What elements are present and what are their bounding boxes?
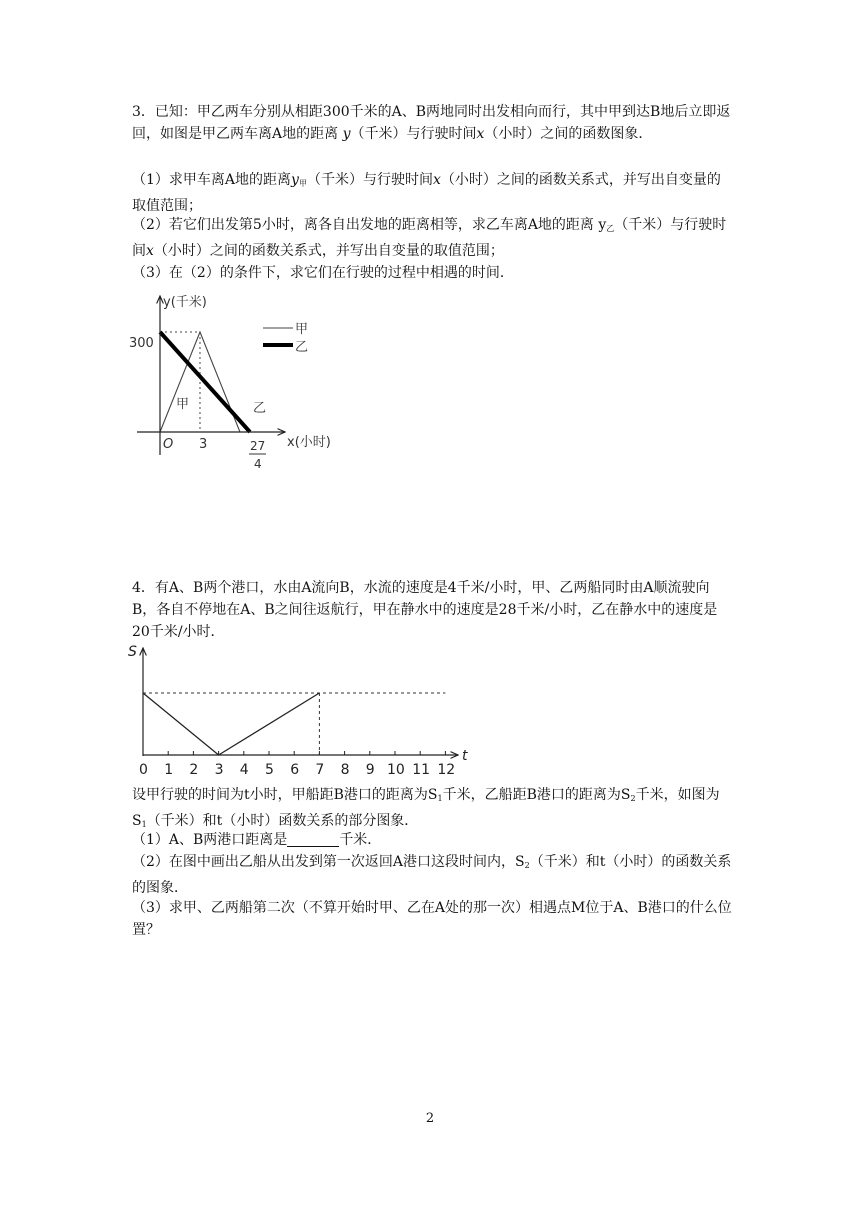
q4-part3: （3）求甲、乙两船第二次（不算开始时甲、乙在A处的那一次）相遇点M位于A、B港口的什么位置？ (132, 900, 732, 938)
q3-number: 3． (132, 104, 155, 120)
q3-chart (125, 290, 355, 480)
q4-x-tick-0: 0 (139, 762, 148, 778)
q3-series-line-yi (160, 332, 250, 432)
q4-description: 设甲行驶的时间为t小时，甲船距B港口的距离为$S_1$千米，乙船距B港口的距离为$S_2$千米，如图为$S_1$（千米）和t（小时）函数关系的部分图象． (132, 787, 720, 829)
q3-chart-layer (160, 332, 250, 432)
q4-chart-layer (139, 693, 455, 778)
q4-x-tick-12: 12 (437, 762, 456, 778)
q3-y-axis-label: y(千米) (163, 295, 207, 310)
q3-x-tick-27-4-num: 27 (250, 439, 266, 453)
q4-x-tick-10: 10 (387, 762, 405, 778)
page-number: 2 (425, 1111, 435, 1126)
q4-stem: 4．有A、B两个港口，水由A流向B，水流的速度是4千米/小时，甲、乙两船同时由A顺流驶向B，各自不停地在A、B之间往返航行，甲在静水中的速度是28千米/小时，乙在静水中的速度是20千米/小时． (132, 580, 718, 640)
q3-part2: （2）若它们出发第5小时，离各自出发地的距离相等，求乙车离A地的距离 $y_乙$（千米）与行驶时间x（小时）之间的函数关系式，并写出自变量的取值范围； (132, 217, 727, 259)
q4-x-tick-1: 1 (164, 762, 174, 778)
q4-x-tick-6: 6 (290, 762, 300, 778)
q3-x-tick-3: 3 (199, 437, 208, 452)
q4-series-line-s1 (143, 693, 319, 755)
q3-legend-label-jia: 甲 (295, 322, 309, 337)
q3-legend-label-yi: 乙 (295, 340, 309, 355)
q3-origin-label: O (163, 437, 174, 452)
q4-y-axis-label: S (128, 644, 137, 660)
q4-x-tick-11: 11 (412, 762, 431, 778)
q4-answer-blank[interactable] (287, 831, 339, 847)
q4-x-tick-5: 5 (265, 762, 274, 778)
q3-x-tick-27-4-den: 4 (254, 457, 262, 471)
q3-y-tick-300: 300 (129, 336, 154, 351)
q3-part3: （3）在（2）的条件下，求它们在行驶的过程中相遇的时间． (132, 265, 514, 281)
q4-x-tick-7: 7 (315, 762, 325, 778)
q3-part1: （1）求甲车离A地的距离$y_甲$（千米）与行驶时间x（小时）之间的函数关系式，并写出自变量的取值范围； (132, 172, 721, 214)
q4-part2: （2）在图中画出乙船从出发到第一次返回A港口这段时间内，$S_2$（千米）和t（小时）的函数关系的图象． (132, 854, 732, 896)
q4-number: 4． (132, 580, 155, 596)
q4-x-tick-4: 4 (239, 762, 249, 778)
q3-x-axis-label: x(小时) (287, 435, 331, 450)
q4-x-tick-3: 3 (214, 762, 224, 778)
q3-stem: 3．已知：甲乙两车分别从相距300千米的A、B两地同时出发相向而行，其中甲到达B地后立即返回，如图是甲乙两车离A地的距离 y（千米）与行驶时间x（小时）之间的函数图象． (132, 104, 731, 142)
q4-x-tick-9: 9 (365, 762, 375, 778)
q4-x-tick-2: 2 (189, 762, 199, 778)
q3-annotation-jia: 甲 (176, 397, 190, 412)
q4-x-tick-8: 8 (340, 762, 350, 778)
q4-x-axis-label: t (462, 748, 468, 764)
q3-annotation-yi: 乙 (253, 401, 267, 416)
q4-chart (125, 638, 485, 782)
q4-part1: （1）A、B两港口距离是 千米． (132, 832, 382, 848)
